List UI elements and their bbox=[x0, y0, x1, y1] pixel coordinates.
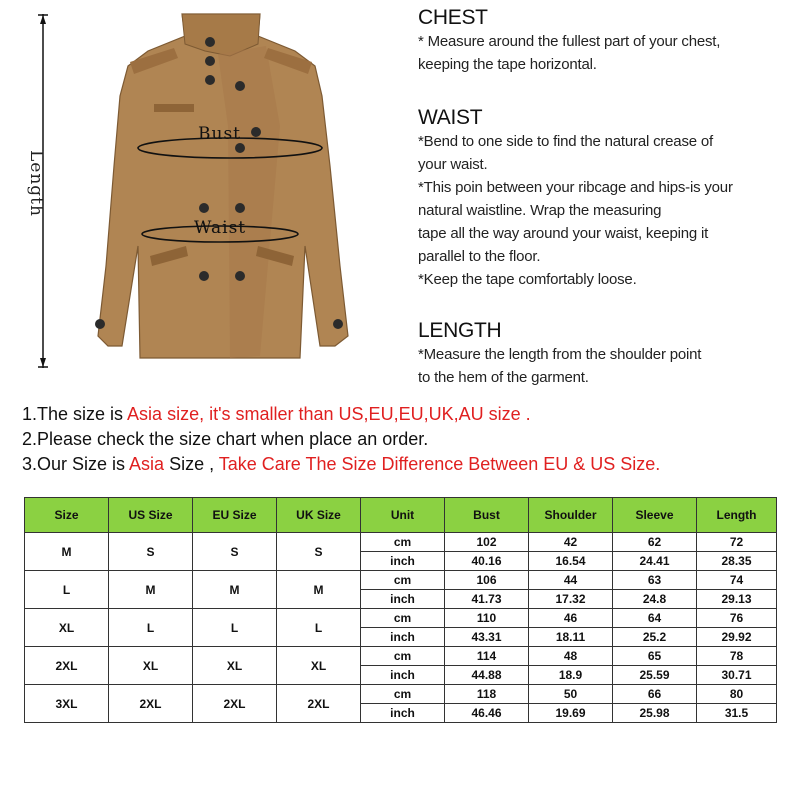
header-eu-size: EU Size bbox=[193, 498, 277, 533]
unit-cell: inch bbox=[361, 704, 445, 723]
size-notes bbox=[22, 402, 792, 477]
sleeve-cell: 63 bbox=[613, 571, 697, 590]
bust-cell: 43.31 bbox=[445, 628, 529, 647]
unit-cell: cm bbox=[361, 609, 445, 628]
table-header-row bbox=[25, 498, 777, 533]
note-1-warning: Asia size, it's smaller than US,EU,EU,UK,AU size . bbox=[127, 404, 531, 424]
shoulder-cell: 16.54 bbox=[529, 552, 613, 571]
unit-cell: inch bbox=[361, 552, 445, 571]
waist-line: *This poin between your ribcage and hips-is your bbox=[418, 179, 733, 196]
sleeve-cell: 65 bbox=[613, 647, 697, 666]
unit-cell: cm bbox=[361, 647, 445, 666]
sleeve-cell: 66 bbox=[613, 685, 697, 704]
waist-line: your waist. bbox=[418, 156, 488, 173]
us-size-cell: L bbox=[109, 609, 193, 647]
unit-cell: inch bbox=[361, 666, 445, 685]
us-size-cell: XL bbox=[109, 647, 193, 685]
bust-cell: 41.73 bbox=[445, 590, 529, 609]
header-unit: Unit bbox=[361, 498, 445, 533]
unit-cell: cm bbox=[361, 685, 445, 704]
note-3-prefix: 3.Our Size is bbox=[22, 454, 130, 474]
eu-size-cell: S bbox=[193, 533, 277, 571]
bust-cell: 102 bbox=[445, 533, 529, 552]
eu-size-cell: XL bbox=[193, 647, 277, 685]
note-1-prefix: 1.The size is bbox=[22, 404, 128, 424]
coat-image bbox=[90, 6, 370, 366]
sleeve-cell: 62 bbox=[613, 533, 697, 552]
length-line: *Measure the length from the shoulder point bbox=[418, 346, 702, 363]
unit-cell: cm bbox=[361, 571, 445, 590]
table-row bbox=[25, 571, 777, 590]
eu-size-cell: 2XL bbox=[193, 685, 277, 723]
size-chart-table bbox=[24, 497, 777, 723]
size-cell: XL bbox=[25, 609, 109, 647]
size-cell: L bbox=[25, 571, 109, 609]
waist-line: natural waistline. Wrap the measuring bbox=[418, 202, 662, 219]
chest-title: CHEST bbox=[418, 6, 488, 29]
length-cell: 31.5 bbox=[697, 704, 777, 723]
size-cell: 2XL bbox=[25, 647, 109, 685]
unit-cell: cm bbox=[361, 533, 445, 552]
header-shoulder: Shoulder bbox=[529, 498, 613, 533]
waist-line: tape all the way around your waist, keeping it bbox=[418, 225, 709, 242]
uk-size-cell: L bbox=[277, 609, 361, 647]
bust-cell: 46.46 bbox=[445, 704, 529, 723]
sleeve-cell: 25.59 bbox=[613, 666, 697, 685]
length-label: Length bbox=[26, 150, 46, 217]
bust-cell: 114 bbox=[445, 647, 529, 666]
length-cell: 28.35 bbox=[697, 552, 777, 571]
sleeve-cell: 25.98 bbox=[613, 704, 697, 723]
waist-line: parallel to the floor. bbox=[418, 248, 541, 265]
table-row bbox=[25, 609, 777, 628]
sleeve-cell: 24.8 bbox=[613, 590, 697, 609]
coat-illustration bbox=[0, 0, 400, 390]
length-title: LENGTH bbox=[418, 319, 502, 342]
size-cell: 3XL bbox=[25, 685, 109, 723]
shoulder-cell: 50 bbox=[529, 685, 613, 704]
header-size: Size bbox=[25, 498, 109, 533]
table-row bbox=[25, 647, 777, 666]
shoulder-cell: 46 bbox=[529, 609, 613, 628]
table-row bbox=[25, 533, 777, 552]
eu-size-cell: M bbox=[193, 571, 277, 609]
bust-label: Bust bbox=[198, 124, 241, 144]
uk-size-cell: 2XL bbox=[277, 685, 361, 723]
length-cell: 74 bbox=[697, 571, 777, 590]
shoulder-cell: 18.11 bbox=[529, 628, 613, 647]
header-length: Length bbox=[697, 498, 777, 533]
note-2 bbox=[22, 427, 792, 452]
size-cell: M bbox=[25, 533, 109, 571]
length-cell: 30.71 bbox=[697, 666, 777, 685]
waist-line: *Keep the tape comfortably loose. bbox=[418, 271, 637, 288]
note-3-asia: Asia bbox=[129, 454, 165, 474]
header-sleeve: Sleeve bbox=[613, 498, 697, 533]
note-1 bbox=[22, 402, 792, 427]
bust-cell: 110 bbox=[445, 609, 529, 628]
note-3-warning: Take Care The Size Difference Between EU & US Size. bbox=[218, 454, 661, 474]
header-uk-size: UK Size bbox=[277, 498, 361, 533]
sleeve-cell: 64 bbox=[613, 609, 697, 628]
bust-cell: 44.88 bbox=[445, 666, 529, 685]
shoulder-cell: 44 bbox=[529, 571, 613, 590]
us-size-cell: S bbox=[109, 533, 193, 571]
shoulder-cell: 42 bbox=[529, 533, 613, 552]
header-us-size: US Size bbox=[109, 498, 193, 533]
bust-cell: 118 bbox=[445, 685, 529, 704]
length-section bbox=[418, 319, 701, 389]
waist-line: *Bend to one side to find the natural crease of bbox=[418, 133, 713, 150]
shoulder-cell: 48 bbox=[529, 647, 613, 666]
length-cell: 29.92 bbox=[697, 628, 777, 647]
note-3-mid: Size , bbox=[164, 454, 219, 474]
table-row bbox=[25, 685, 777, 704]
bust-cell: 40.16 bbox=[445, 552, 529, 571]
shoulder-cell: 18.9 bbox=[529, 666, 613, 685]
waist-title: WAIST bbox=[418, 106, 483, 129]
waist-label: Waist bbox=[194, 218, 247, 238]
sleeve-cell: 25.2 bbox=[613, 628, 697, 647]
chest-line: * Measure around the fullest part of your chest, bbox=[418, 33, 721, 50]
length-cell: 29.13 bbox=[697, 590, 777, 609]
uk-size-cell: S bbox=[277, 533, 361, 571]
header-bust: Bust bbox=[445, 498, 529, 533]
eu-size-cell: L bbox=[193, 609, 277, 647]
chest-section bbox=[418, 6, 720, 76]
length-line: to the hem of the garment. bbox=[418, 369, 589, 386]
waist-section bbox=[418, 106, 733, 291]
uk-size-cell: M bbox=[277, 571, 361, 609]
unit-cell: inch bbox=[361, 590, 445, 609]
uk-size-cell: XL bbox=[277, 647, 361, 685]
bust-cell: 106 bbox=[445, 571, 529, 590]
note-3 bbox=[22, 452, 792, 477]
length-cell: 80 bbox=[697, 685, 777, 704]
sleeve-cell: 24.41 bbox=[613, 552, 697, 571]
us-size-cell: 2XL bbox=[109, 685, 193, 723]
unit-cell: inch bbox=[361, 628, 445, 647]
chest-line: keeping the tape horizontal. bbox=[418, 56, 597, 73]
note-2-text: 2.Please check the size chart when place an order. bbox=[22, 429, 429, 449]
length-cell: 76 bbox=[697, 609, 777, 628]
length-cell: 78 bbox=[697, 647, 777, 666]
shoulder-cell: 19.69 bbox=[529, 704, 613, 723]
length-cell: 72 bbox=[697, 533, 777, 552]
us-size-cell: M bbox=[109, 571, 193, 609]
shoulder-cell: 17.32 bbox=[529, 590, 613, 609]
